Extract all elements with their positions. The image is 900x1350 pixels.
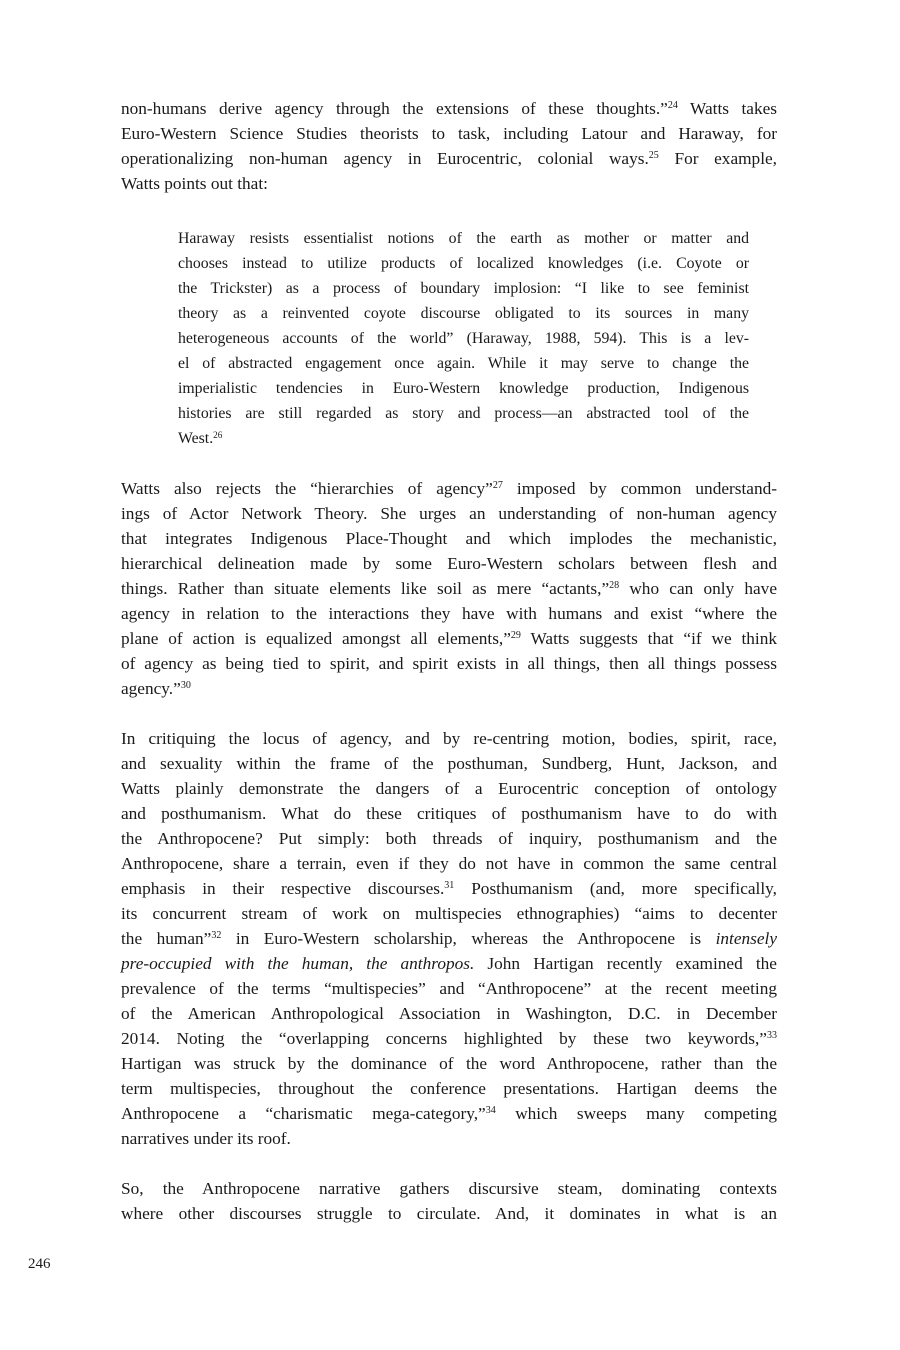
text-line <box>178 226 749 251</box>
text-run: chooses instead to utilize products of localized knowledges (i.e. Coyote or <box>178 255 749 272</box>
text-run: ings of Actor Network Theory. She urges an understanding of non-human agency <box>121 504 777 523</box>
text-line <box>121 901 777 926</box>
text-run: Anthropocene a “charismatic mega-category,” <box>121 1104 486 1123</box>
text-line <box>121 1126 777 1151</box>
text-run: the Anthropocene? Put simply: both threads of inquiry, posthumanism and the <box>121 829 777 848</box>
text-line <box>121 1076 777 1101</box>
text-line <box>121 726 777 751</box>
italic-text: pre-occupied with the human, the anthropos. <box>121 954 475 973</box>
text-run: its concurrent stream of work on multispecies ethnographies) “aims to decenter <box>121 904 777 923</box>
text-line <box>121 601 777 626</box>
text-run: Anthropocene, share a terrain, even if they do not have in common the same central <box>121 854 777 873</box>
text-line <box>121 501 777 526</box>
text-run: Watts also rejects the “hierarchies of agency” <box>121 479 493 498</box>
text-run: Hartigan was struck by the dominance of the word Anthropocene, rather than the <box>121 1054 777 1073</box>
text-run: in Euro-Western scholarship, whereas the Anthropocene is <box>221 929 716 948</box>
text-line <box>121 1051 777 1076</box>
text-run: histories are still regarded as story and process—an abstracted tool of the <box>178 405 749 422</box>
text-run: Euro-Western Science Studies theorists to task, including Latour and Haraway, for <box>121 124 777 143</box>
footnote-ref: 31 <box>444 879 455 891</box>
footnote-ref: 32 <box>211 929 222 941</box>
footnote-ref: 26 <box>213 429 223 440</box>
text-run: hierarchical delineation made by some Euro-Western scholars between flesh and <box>121 554 777 573</box>
text-run: and sexuality within the frame of the posthuman, Sundberg, Hunt, Jackson, and <box>121 754 777 773</box>
text-run: prevalence of the terms “multispecies” and “Anthropocene” at the recent meeting <box>121 979 777 998</box>
text-line <box>178 351 749 376</box>
text-run: and posthumanism. What do these critiques of posthumanism have to do with <box>121 804 777 823</box>
text-line <box>121 1176 777 1201</box>
text-line <box>121 801 777 826</box>
paragraph <box>121 476 777 701</box>
italic-text: intensely <box>715 929 777 948</box>
text-run: West. <box>178 430 214 447</box>
text-line <box>121 1001 777 1026</box>
text-run: el of abstracted engagement once again. While it may serve to change the <box>178 355 749 372</box>
footnote-ref: 25 <box>648 149 659 161</box>
text-run: agency.” <box>121 679 181 698</box>
text-run: agency in relation to the interactions they have with humans and exist “where the <box>121 604 777 623</box>
text-line <box>121 776 777 801</box>
text-run: John Hartigan recently examined the <box>474 954 777 973</box>
text-run: For example, <box>658 149 777 168</box>
text-run: emphasis in their respective discourses. <box>121 879 445 898</box>
text-run: that integrates Indigenous Place-Thought and which implodes the mechanistic, <box>121 529 777 548</box>
text-line <box>121 576 777 601</box>
text-run: theory as a reinvented coyote discourse obligated to its sources in many <box>178 305 749 322</box>
text-run: In critiquing the locus of agency, and by re-centring motion, bodies, spirit, race, <box>121 729 777 748</box>
text-run: Watts points out that: <box>121 174 268 193</box>
text-run: term multispecies, throughout the conference presentations. Hartigan deems the <box>121 1079 777 1098</box>
text-line <box>178 376 749 401</box>
text-line <box>121 651 777 676</box>
text-run: Watts takes <box>677 99 777 118</box>
text-line <box>121 96 777 121</box>
text-run: the human” <box>121 929 212 948</box>
footnote-ref: 28 <box>609 579 620 591</box>
text-line <box>121 826 777 851</box>
text-line <box>178 251 749 276</box>
text-run: imperialistic tendencies in Euro-Western knowledge production, Indigenous <box>178 380 749 397</box>
text-line <box>121 926 777 951</box>
text-run: things. Rather than situate elements like soil as mere “actants,” <box>121 579 610 598</box>
text-run: heterogeneous accounts of the world” (Haraway, 1988, 594). This is a lev- <box>178 330 749 347</box>
text-run: which sweeps many competing <box>495 1104 777 1123</box>
text-line <box>178 326 749 351</box>
text-run: who can only have <box>619 579 777 598</box>
block-quote <box>178 226 749 451</box>
text-run: where other discourses struggle to circulate. And, it dominates in what is an <box>121 1204 777 1223</box>
text-line <box>121 551 777 576</box>
paragraph <box>121 1176 777 1226</box>
text-line <box>121 876 777 901</box>
text-line <box>178 426 749 451</box>
text-line <box>121 951 777 976</box>
text-run: the Trickster) as a process of boundary implosion: “I like to see feminist <box>178 280 749 297</box>
text-line <box>121 476 777 501</box>
text-line <box>121 1026 777 1051</box>
text-run: Posthumanism (and, more specifically, <box>454 879 777 898</box>
footnote-ref: 24 <box>667 99 678 111</box>
text-line <box>121 121 777 146</box>
text-line <box>121 676 777 701</box>
text-line <box>178 276 749 301</box>
footnote-ref: 27 <box>492 479 503 491</box>
paragraph <box>121 96 777 196</box>
text-run: Haraway resists essentialist notions of the earth as mother or matter and <box>178 230 749 247</box>
text-run: narratives under its roof. <box>121 1129 291 1148</box>
footnote-ref: 33 <box>766 1029 777 1041</box>
paragraph <box>121 726 777 1151</box>
text-line <box>121 146 777 171</box>
footnote-ref: 30 <box>180 679 191 691</box>
text-line <box>121 526 777 551</box>
footnote-ref: 29 <box>510 629 521 641</box>
text-line <box>121 976 777 1001</box>
page-number: 246 <box>28 1256 51 1272</box>
text-run: 2014. Noting the “overlapping concerns highlighted by these two keywords,” <box>121 1029 767 1048</box>
text-run: plane of action is equalized amongst all elements,” <box>121 629 511 648</box>
text-run: operationalizing non-human agency in Eurocentric, colonial ways. <box>121 149 649 168</box>
text-line <box>178 401 749 426</box>
text-run: Watts plainly demonstrate the dangers of a Eurocentric conception of ontology <box>121 779 777 798</box>
text-line <box>121 171 777 196</box>
footnote-ref: 34 <box>485 1104 496 1116</box>
text-line <box>178 301 749 326</box>
text-run: Watts suggests that “if we think <box>520 629 777 648</box>
text-line <box>121 1101 777 1126</box>
text-run: of agency as being tied to spirit, and spirit exists in all things, then all things possess <box>121 654 777 673</box>
text-line <box>121 626 777 651</box>
text-run: non-humans derive agency through the extensions of these thoughts.” <box>121 99 668 118</box>
text-line <box>121 851 777 876</box>
text-run: of the American Anthropological Association in Washington, D.C. in December <box>121 1004 777 1023</box>
text-run: So, the Anthropocene narrative gathers discursive steam, dominating contexts <box>121 1179 777 1198</box>
text-line <box>121 1201 777 1226</box>
text-run: imposed by common understand- <box>502 479 777 498</box>
text-line <box>121 751 777 776</box>
